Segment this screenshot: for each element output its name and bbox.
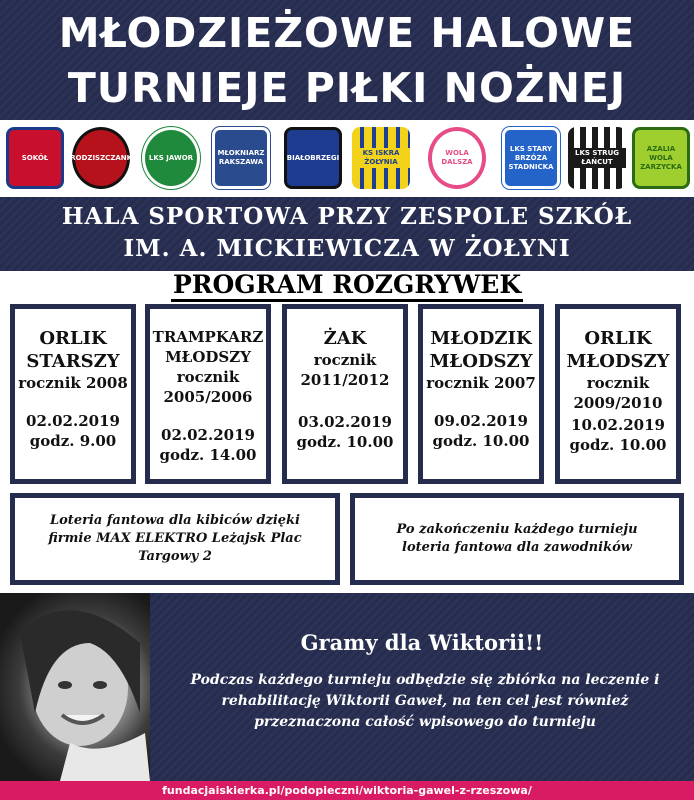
category-name: ORLIK STARSZY: [26, 328, 120, 372]
category-name: ŻAK: [323, 328, 367, 349]
category-year: rocznik 2011/2012: [300, 351, 390, 389]
fundraiser-link[interactable]: fundacjaiskierka.pl/podopieczni/wiktoria-gawel-z-rzeszowa/: [0, 781, 694, 800]
club-logo-strug-icon: LKS STRUG ŁAŃCUT: [568, 127, 626, 189]
category-date: 03.02.2019: [298, 413, 392, 431]
club-logo-jawor-icon: LKS JAWOR: [142, 127, 200, 189]
category-time: godz. 10.00: [569, 436, 667, 454]
category-date: 10.02.2019: [571, 416, 665, 434]
category-card: [282, 304, 408, 484]
category-time: godz. 9.00: [29, 432, 117, 450]
category-time: godz. 10.00: [432, 432, 530, 450]
venue-line-2: IM. A. MICKIEWICZA W ŻOŁYNI: [123, 235, 571, 262]
category-card: [418, 304, 544, 484]
title-line-2: TURNIEJE PIŁKI NOŻNEJ: [67, 64, 627, 112]
category-year: rocznik 2008: [18, 374, 128, 392]
club-logo-stary-brzoza-icon: LKS STARY BRZÓZA STADNICKA: [502, 127, 560, 189]
club-logo-azalia-icon: AZALIA WOLA ZARZYCKA: [632, 127, 690, 189]
category-year: rocznik 2007: [426, 374, 536, 392]
venue-line-1: HALA SPORTOWA PRZY ZESPOLE SZKÓŁ: [61, 203, 633, 230]
category-name: MŁODZIK MŁODSZY: [429, 328, 533, 372]
category-date: 02.02.2019: [26, 412, 120, 430]
category-card: [10, 304, 136, 484]
club-logo-sokol-icon: SOKÓŁ: [6, 127, 64, 189]
category-time: godz. 10.00: [296, 433, 394, 451]
category-name: TRAMPKARZ MŁODSZY: [152, 328, 264, 366]
category-card: [145, 304, 271, 484]
category-date: 02.02.2019: [161, 426, 255, 444]
category-time: godz. 14.00: [159, 446, 257, 464]
charity-title: Gramy dla Wiktorii!!: [300, 630, 544, 655]
club-logo-wola-dalsza-icon: WOLA DALSZA: [428, 127, 486, 189]
club-logo-iskra-icon: KS ISKRA ŻOŁYNIA: [352, 127, 410, 189]
club-logo-rakszawa-icon: MŁOKNIARZ RAKSZAWA: [212, 127, 270, 189]
category-name: ORLIK MŁODSZY: [566, 328, 670, 372]
club-logo-grodziszczanka-icon: GRODZISZCZANKA: [72, 127, 130, 189]
category-card: [555, 304, 681, 484]
club-logo-bialobrzegi-icon: BIAŁOBRZEGI: [284, 127, 342, 189]
portrait-icon: [0, 593, 150, 781]
lottery-note-players: Po zakończeniu każdego turnieju loteria fantowa dla zawodników: [350, 493, 684, 585]
category-date: 09.02.2019: [434, 412, 528, 430]
club-logos-strip: [0, 120, 694, 197]
charity-description: Podczas każdego turnieju odbędzie się zbiórka na leczenie i rehabilitację Wiktorii Gaweł, na ten cel jest również przeznaczona całość wpisowego do turnieju: [190, 672, 660, 730]
category-year: rocznik 2009/2010: [573, 374, 663, 412]
program-title: PROGRAM ROZGRYWEK: [0, 270, 694, 299]
title-line-1: MŁODZIEŻOWE HALOWE: [58, 9, 636, 57]
category-year: rocznik 2005/2006: [163, 368, 253, 406]
girl-photo: [0, 593, 150, 781]
lottery-note-fans: Loteria fantowa dla kibiców dzięki firmie MAX ELEKTRO Leżajsk Plac Targowy 2: [10, 493, 340, 585]
